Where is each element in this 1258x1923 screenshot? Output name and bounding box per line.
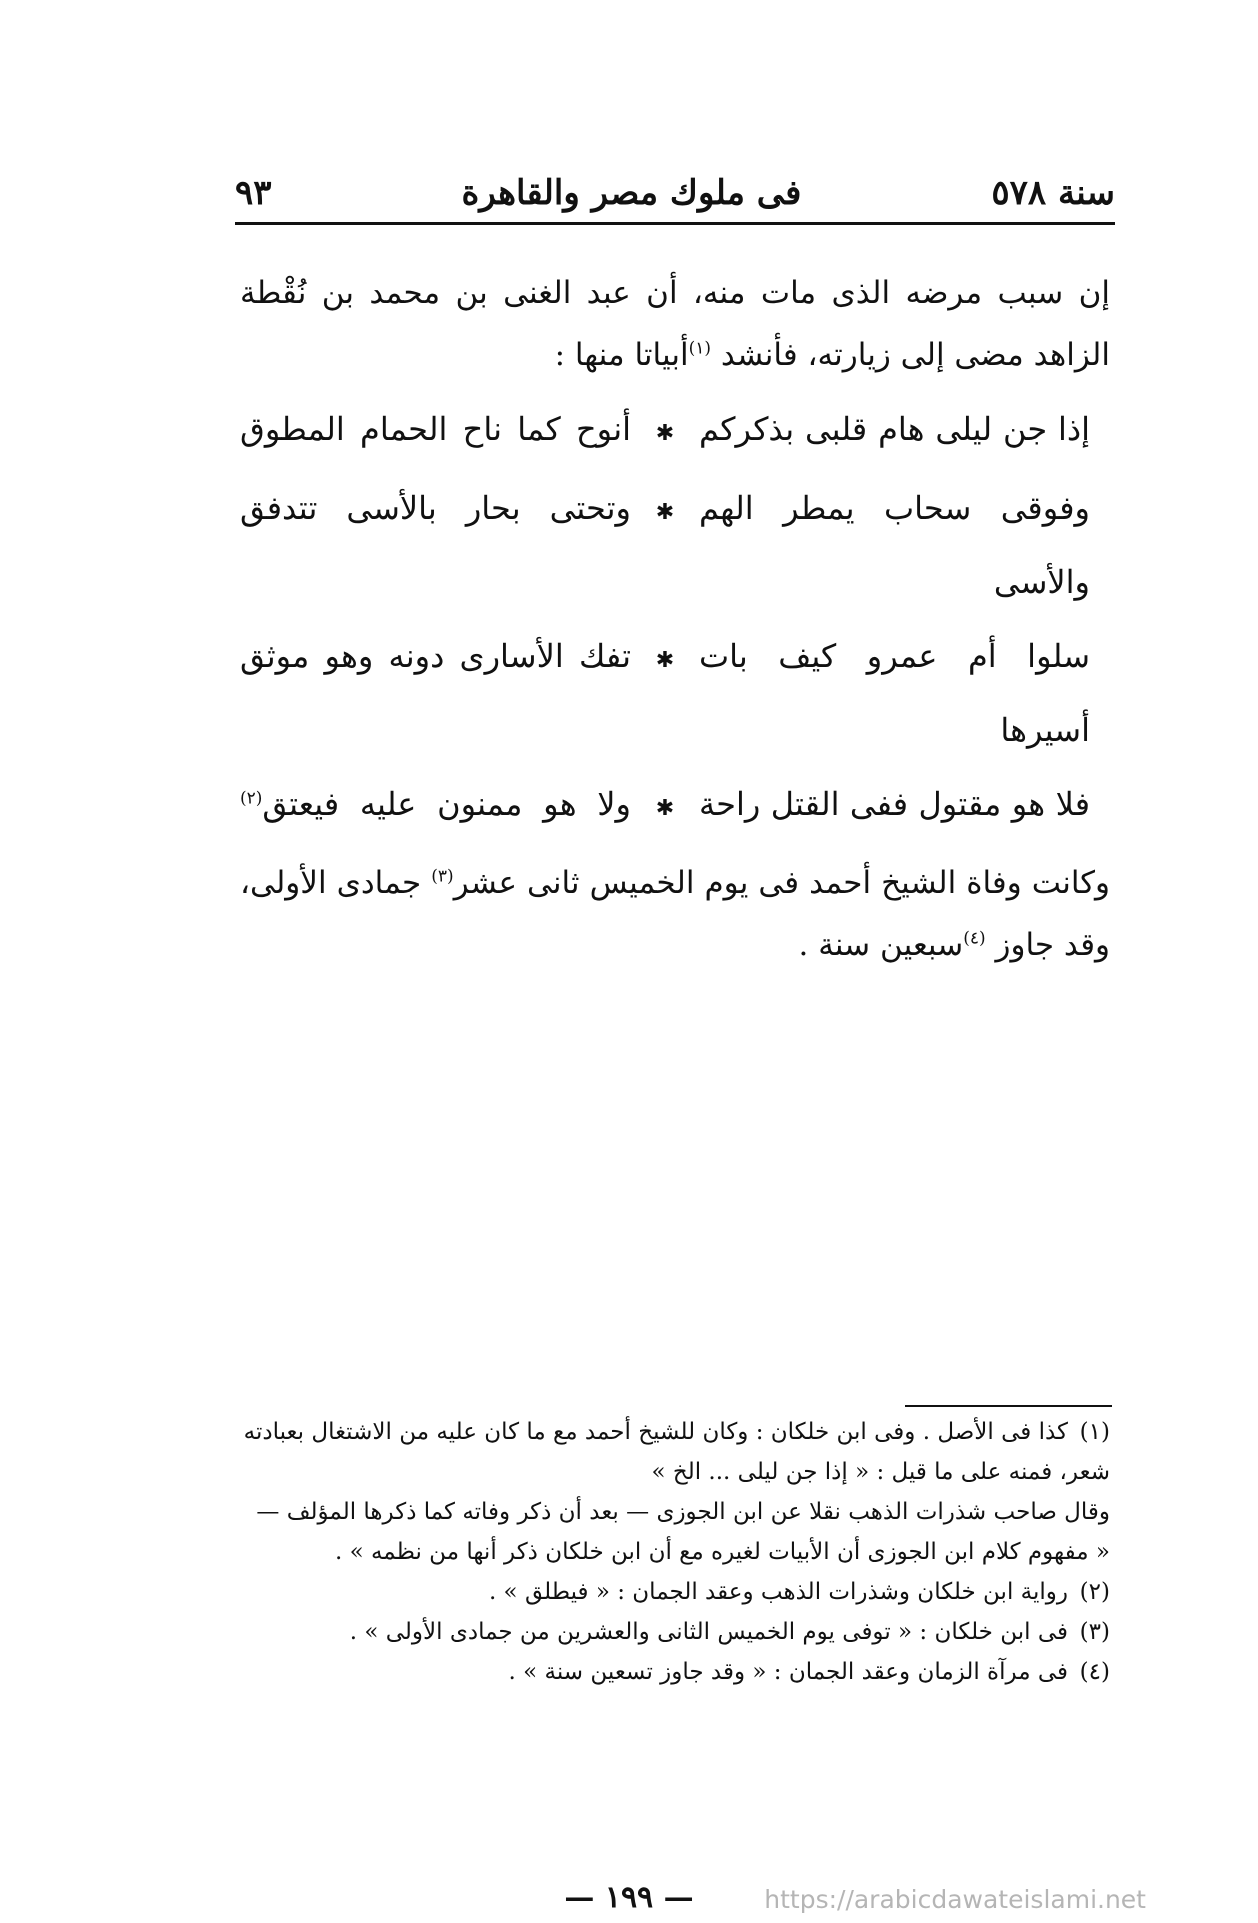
verse-3-first-hemistich: سلوا أم عمرو كيف بات أسيرها xyxy=(699,637,1090,749)
header-year: سنة ٥٧٨ xyxy=(991,173,1115,213)
running-header xyxy=(235,168,1115,218)
verse-4-second-hemistich-text: ولا هو ممنون عليه فيعتق xyxy=(262,785,631,823)
poem xyxy=(240,392,1110,846)
verse-2-first-hemistich: وفوقى سحاب يمطر الهم والأسى xyxy=(699,489,1090,601)
paragraph-1 xyxy=(240,262,1110,386)
main-text xyxy=(240,262,1110,976)
verse-1-second-hemistich: أنوح كما ناح الحمام المطوق xyxy=(240,410,631,448)
verse-4-second-hemistich xyxy=(240,767,631,841)
footnote-1 xyxy=(240,1412,1110,1452)
footnote-1-number: (١) xyxy=(1079,1419,1110,1445)
verse-2 xyxy=(240,471,1110,619)
footnote-mark-3: (٣) xyxy=(431,866,454,887)
verse-1 xyxy=(240,392,1110,471)
verse-separator-star: ✱ xyxy=(655,421,675,446)
header-title: فى ملوك مصر والقاهرة xyxy=(461,173,802,213)
verse-separator-star: ✱ xyxy=(655,648,675,673)
paragraph-2-text-c: سبعين سنة . xyxy=(798,927,964,963)
header-page-number: ٩٣ xyxy=(235,173,272,213)
footnote-3 xyxy=(240,1612,1110,1652)
verse-2-second-hemistich: وتحتى بحار بالأسى تتدفق xyxy=(240,489,631,527)
paragraph-2-text-b: جمادى الأولى، وقد جاوز xyxy=(240,865,1110,963)
verse-3-second-hemistich: تفك الأسارى دونه وهو موثق xyxy=(240,637,631,675)
verse-3 xyxy=(240,619,1110,767)
verse-separator-star: ✱ xyxy=(655,500,675,525)
footnote-3-text: فى ابن خلكان : « توفى يوم الخميس الثانى والعشرين من جمادى الأولى » . xyxy=(349,1619,1068,1645)
footnote-mark-4: (٤) xyxy=(963,928,986,949)
footnote-4 xyxy=(240,1652,1110,1692)
footnote-1-line-2: شعر، فمنه على ما قيل : « إذا جن ليلى ... الخ » xyxy=(651,1459,1110,1485)
paragraph-2 xyxy=(240,852,1110,976)
header-rule xyxy=(235,222,1115,225)
footnote-1-line-1: كذا فى الأصل . وفى ابن خلكان : وكان للشيخ أحمد مع ما كان عليه من الاشتغال بعبادته xyxy=(243,1419,1068,1445)
verse-separator-star: ✱ xyxy=(655,796,675,821)
footnote-2 xyxy=(240,1572,1110,1612)
paragraph-1-text-a: إن سبب مرضه الذى مات منه، أن عبد الغنى بن محمد بن نُقْطة الزاهد مضى إلى زيارته، فأنشد xyxy=(240,275,1110,373)
paragraph-1-text-b: أبياتا منها : xyxy=(554,337,689,373)
footnote-rule xyxy=(905,1405,1112,1407)
footnote-mark-2: (٢) xyxy=(240,788,263,809)
footnote-1-line-3: وقال صاحب شذرات الذهب نقلا عن ابن الجوزى — بعد أن ذكر وفاته كما ذكرها المؤلف — xyxy=(256,1499,1110,1525)
paragraph-2-text-a: وكانت وفاة الشيخ أحمد فى يوم الخميس ثانى عشر xyxy=(453,865,1110,901)
page-number: — ١٩٩ — xyxy=(564,1880,694,1915)
verse-4-first-hemistich: فلا هو مقتول ففى القتل راحة xyxy=(699,785,1090,823)
footnote-1-line-4: « مفهوم كلام ابن الجوزى أن الأبيات لغيره مع أن ابن خلكان ذكر أنها من نظمه » . xyxy=(334,1539,1110,1565)
footnote-4-number: (٤) xyxy=(1079,1659,1110,1685)
watermark-url: https://arabicdawateislami.net xyxy=(764,1885,1146,1914)
verse-4 xyxy=(240,767,1110,846)
verse-1-first-hemistich: إذا جن ليلى هام قلبى بذكركم xyxy=(699,410,1090,448)
footnote-3-number: (٣) xyxy=(1079,1619,1110,1645)
footnote-mark-1: (١) xyxy=(688,338,712,359)
footnote-4-text: فى مرآة الزمان وعقد الجمان : « وقد جاوز تسعين سنة » . xyxy=(508,1659,1068,1685)
footnote-2-number: (٢) xyxy=(1079,1579,1110,1605)
footnote-2-text: رواية ابن خلكان وشذرات الذهب وعقد الجمان : « فيطلق » . xyxy=(488,1579,1068,1605)
footnotes xyxy=(240,1412,1110,1692)
